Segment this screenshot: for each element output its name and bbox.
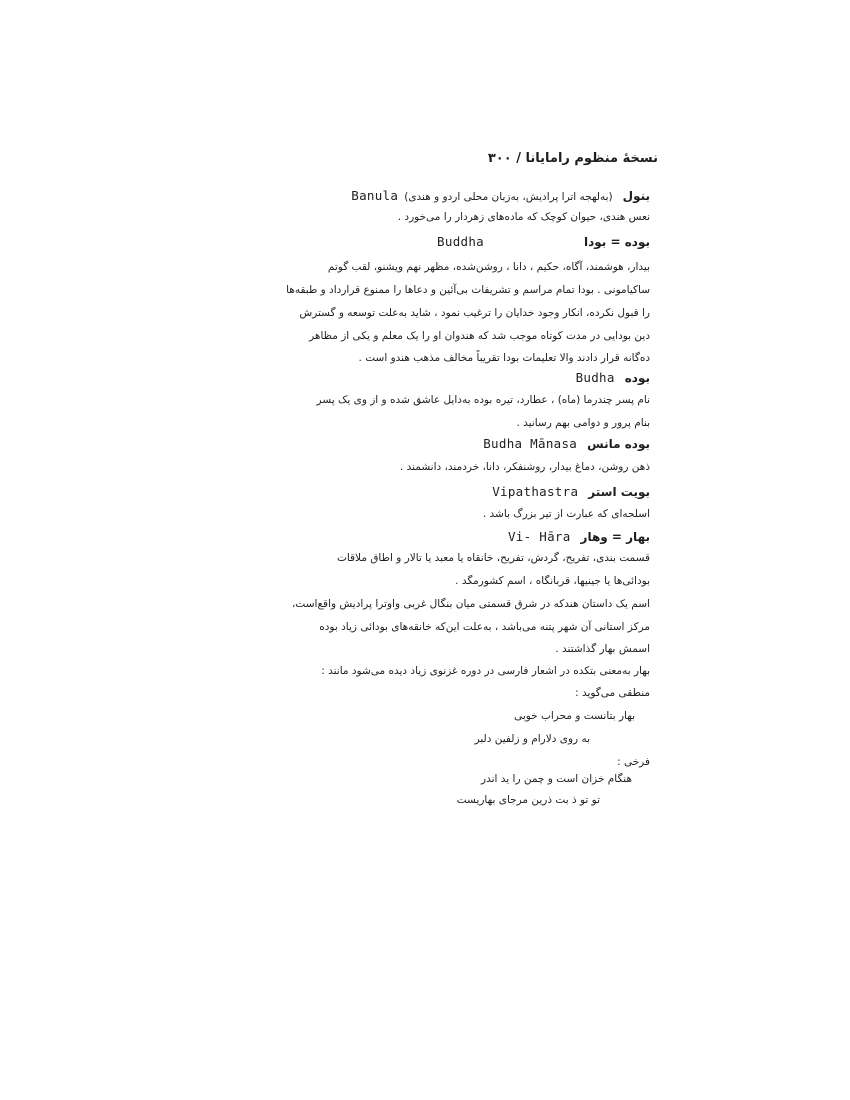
verse-line: تو تو ذ بت ذرین مرجای بهاریست: [456, 794, 600, 806]
poet-attribution: منطقی می‌گوید :: [575, 687, 650, 699]
entry-line: ساکیامونی . بودا تمام مراسم و تشریفات بی‌آئین و دعاها را ممنوع قرارداد و طبقه‌ها: [286, 284, 650, 296]
verse-line: هنگام خزان است و چمن را ید اندر: [481, 773, 632, 785]
page-number: ۳۰۰: [487, 151, 512, 166]
entry-latin: Budha Mānasa: [483, 436, 578, 451]
entry-line: نام پسر چندرما (ماه) ، عطارد، تیره بوده به‌دایل عاشق شده و از وی یک پسر: [316, 394, 650, 406]
entry-line: قسمت بندی، تفریح، گردش، تفریح، خانقاه یا معبد یا تالار و اطاق ملاقات: [336, 552, 650, 564]
poet-attribution: فرخی :: [617, 756, 650, 768]
header-title: نسخهٔ منظوم رامایانا: [525, 151, 658, 166]
entry-latin: Vi- Hāra: [507, 529, 571, 544]
entry-line: ده‌گانه قرار دادند والا تعلیمات بودا تقریباً مخالف مذهب هندو است .: [358, 352, 650, 364]
entry-latin: Banula: [351, 188, 399, 203]
entry-term: بهار = وهار: [580, 530, 650, 544]
entry-line: اسلحه‌ای که عبارت از تیر بزرگ باشد .: [482, 508, 650, 520]
entry-line: ذهن روشن، دماغ بیدار، روشنفکر، دانا، خردمند، دانشمند .: [399, 461, 650, 473]
entry-line: بنام پرور و دوامی بهم رسانید .: [516, 417, 650, 429]
verse-line: به روی دلارام و زلفین دلبر: [474, 733, 590, 745]
entry-term: بوده = بودا: [584, 235, 650, 249]
entry-head-budha: [576, 370, 650, 388]
entry-term: بویت استر: [588, 485, 650, 499]
running-header: [470, 151, 658, 166]
header-separator: /: [516, 151, 521, 166]
entry-line: را قبول نکرده، انکار وجود خدایان را ترغیب نمود ، شاید به‌علت توسعه و گسترش: [299, 307, 650, 319]
entry-head-buddha: [437, 234, 650, 252]
entry-latin: Buddha: [437, 234, 485, 249]
entry-note: (به‌لهجه اترا پرادیش، به‌زبان محلی اردو و هندی): [404, 191, 613, 203]
entry-term: بنول: [622, 189, 650, 203]
entry-line: مرکز استانی آن شهر پتنه می‌باشد ، به‌علت این‌که خانقه‌های بودائی زیاد بوده: [319, 621, 650, 633]
entry-latin: Vipathastra: [492, 484, 579, 499]
verse-line: بهار بتانست و محراب خوبی: [514, 710, 635, 722]
entry-term: بوده مانس: [587, 437, 650, 451]
entry-head-vihara: [508, 529, 650, 547]
entry-line: بهار به‌معنی بتکده در اشعار فارسی در دوره غزنوی زیاد دیده می‌شود مانند :: [321, 665, 650, 677]
entry-term: بوده: [624, 371, 650, 385]
entry-line: دین بودایی در مدت کوتاه موجب شد که هندوان او را یک معلم و یکی از مظاهر: [309, 330, 650, 342]
entry-line: اسم یک داستان هندکه در شرق قسمتی میان بنگال غربی واوترا پرادیش واقع‌است،: [292, 598, 650, 610]
entry-line: نعس هندی، حیوان کوچک که ماده‌های زهردار را می‌خورد .: [397, 211, 650, 223]
entry-line: بیدار، هوشمند، آگاه، حکیم ، دانا ، روشن‌شده، مظهر نهم ویشنو، لقب گوتم: [327, 261, 650, 273]
entry-head-budha-manasa: [483, 436, 650, 454]
entry-latin: Budha: [575, 370, 615, 385]
entry-line: بودائی‌ها یا جینیها، قربانگاه ، اسم کشورمگد .: [455, 575, 650, 587]
entry-head-banula: [351, 188, 650, 206]
entry-head-vipathastra: [492, 484, 650, 502]
entry-line: اسمش بهار گذاشتند .: [555, 643, 650, 655]
